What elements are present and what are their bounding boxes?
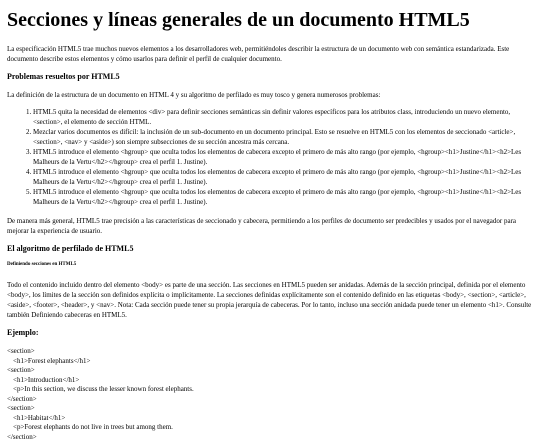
code-line: </section> — [7, 433, 533, 442]
sections-paragraph: Todo el contenido incluido dentro del elemento <body> es parte de una sección. Las secciones en HTML5 pueden ser anidadas. Además de la sección principal, definida por el elemento <body>, los límites de la sección son definidos explícita o implícitamente. La secciones definidas explícitamente son el contenido definido en las etiquetas <body>, <section>, <article>, <aside>, <footer>, <header>, y <nav>. Nota: Cada sección puede tener su propia jerarquía de cabeceras. Por lo tanto, incluso una sección anidada puede tener un elemento <h1>. Consulte también Definiendo cabeceras en HTML5. — [7, 280, 533, 320]
list-item: 3. HTML5 introduce el elemento <hgroup> que oculta todos los elementos de cabecera excepto el primero de más alto rango (por ejemplo, <hgroup><h1>Justine</h1><h2>Les Malheurs de la Vertu</h2></hgroup> crea el perfil 1. Justine). — [33, 147, 533, 167]
code-line: <p>In this section, we discuss the lesser known forest elephants. — [7, 385, 533, 395]
code-line: <p>Forest elephants do not live in trees but among them. — [7, 423, 533, 433]
problems-list — [7, 107, 533, 207]
list-item: 2. Mezclar varios documentos es difícil: la inclusión de un sub-documento en un documento principal. Esto se resuelve en HTML5 con los elementos de seccionado <article>, <section>, <nav> y <aside>) son siempre subsecciones de su sección ancestra más cercana. — [33, 127, 533, 147]
list-item: 1. HTML5 quita la necesidad de elementos <div> para definir secciones semánticas sin definir valores específicos para los atributos class, introduciendo un nuevo elemento, <section>, el elemento de sección HTML. — [33, 107, 533, 127]
list-item: 5. HTML5 introduce el elemento <hgroup> que oculta todos los elementos de cabecera excepto el primero de más alto rango (por ejemplo, <hgroup><h1>Justine</h1><h2>Les Malheurs de la Vertu</h2></hgroup> crea el perfil 1. Justine). — [33, 187, 533, 207]
code-line: <section> — [7, 404, 533, 414]
intro-paragraph: La especificación HTML5 trae muchos nuevos elementos a los desarrolladores web, permitiéndoles describir la estructura de un documento web con semántica estandarizada. Este documento describe estos elementos y cómo usarlos para definir el perfil de cualquier documento. — [7, 44, 533, 64]
sections-heading: Definiendo secciones en HTML5 — [7, 261, 533, 268]
problems-heading: Problemas resueltos por HTML5 — [7, 72, 533, 82]
page-title: Secciones y líneas generales de un documento HTML5 — [7, 9, 533, 32]
code-line: <h1>Introduction</h1> — [7, 376, 533, 386]
code-line: <h1>Forest elephants</h1> — [7, 357, 533, 367]
problems-intro-paragraph: La definición de la estructura de un documento en HTML 4 y su algoritmo de perfilado es muy tosco y genera numerosos problemas: — [7, 90, 533, 100]
algorithm-heading: El algoritmo de perfilado de HTML5 — [7, 244, 533, 254]
code-line: <h1>Habitat</h1> — [7, 414, 533, 424]
code-line: </section> — [7, 395, 533, 405]
example-heading: Ejemplo: — [7, 328, 533, 338]
code-line: <section> — [7, 347, 533, 357]
list-item: 4. HTML5 introduce el elemento <hgroup> que oculta todos los elementos de cabecera excepto el primero de más alto rango (por ejemplo, <hgroup><h1>Justine</h1><h2>Les Malheurs de la Vertu</h2></hgroup> crea el perfil 1. Justine). — [33, 167, 533, 187]
code-example — [7, 347, 533, 442]
code-line: <section> — [7, 366, 533, 376]
summary-paragraph: De manera más general, HTML5 trae precisión a las características de seccionado y cabecera, permitiendo a los perfiles de documento ser predecibles y usados por el navegador para mejorar la experiencia de usuario. — [7, 216, 533, 236]
